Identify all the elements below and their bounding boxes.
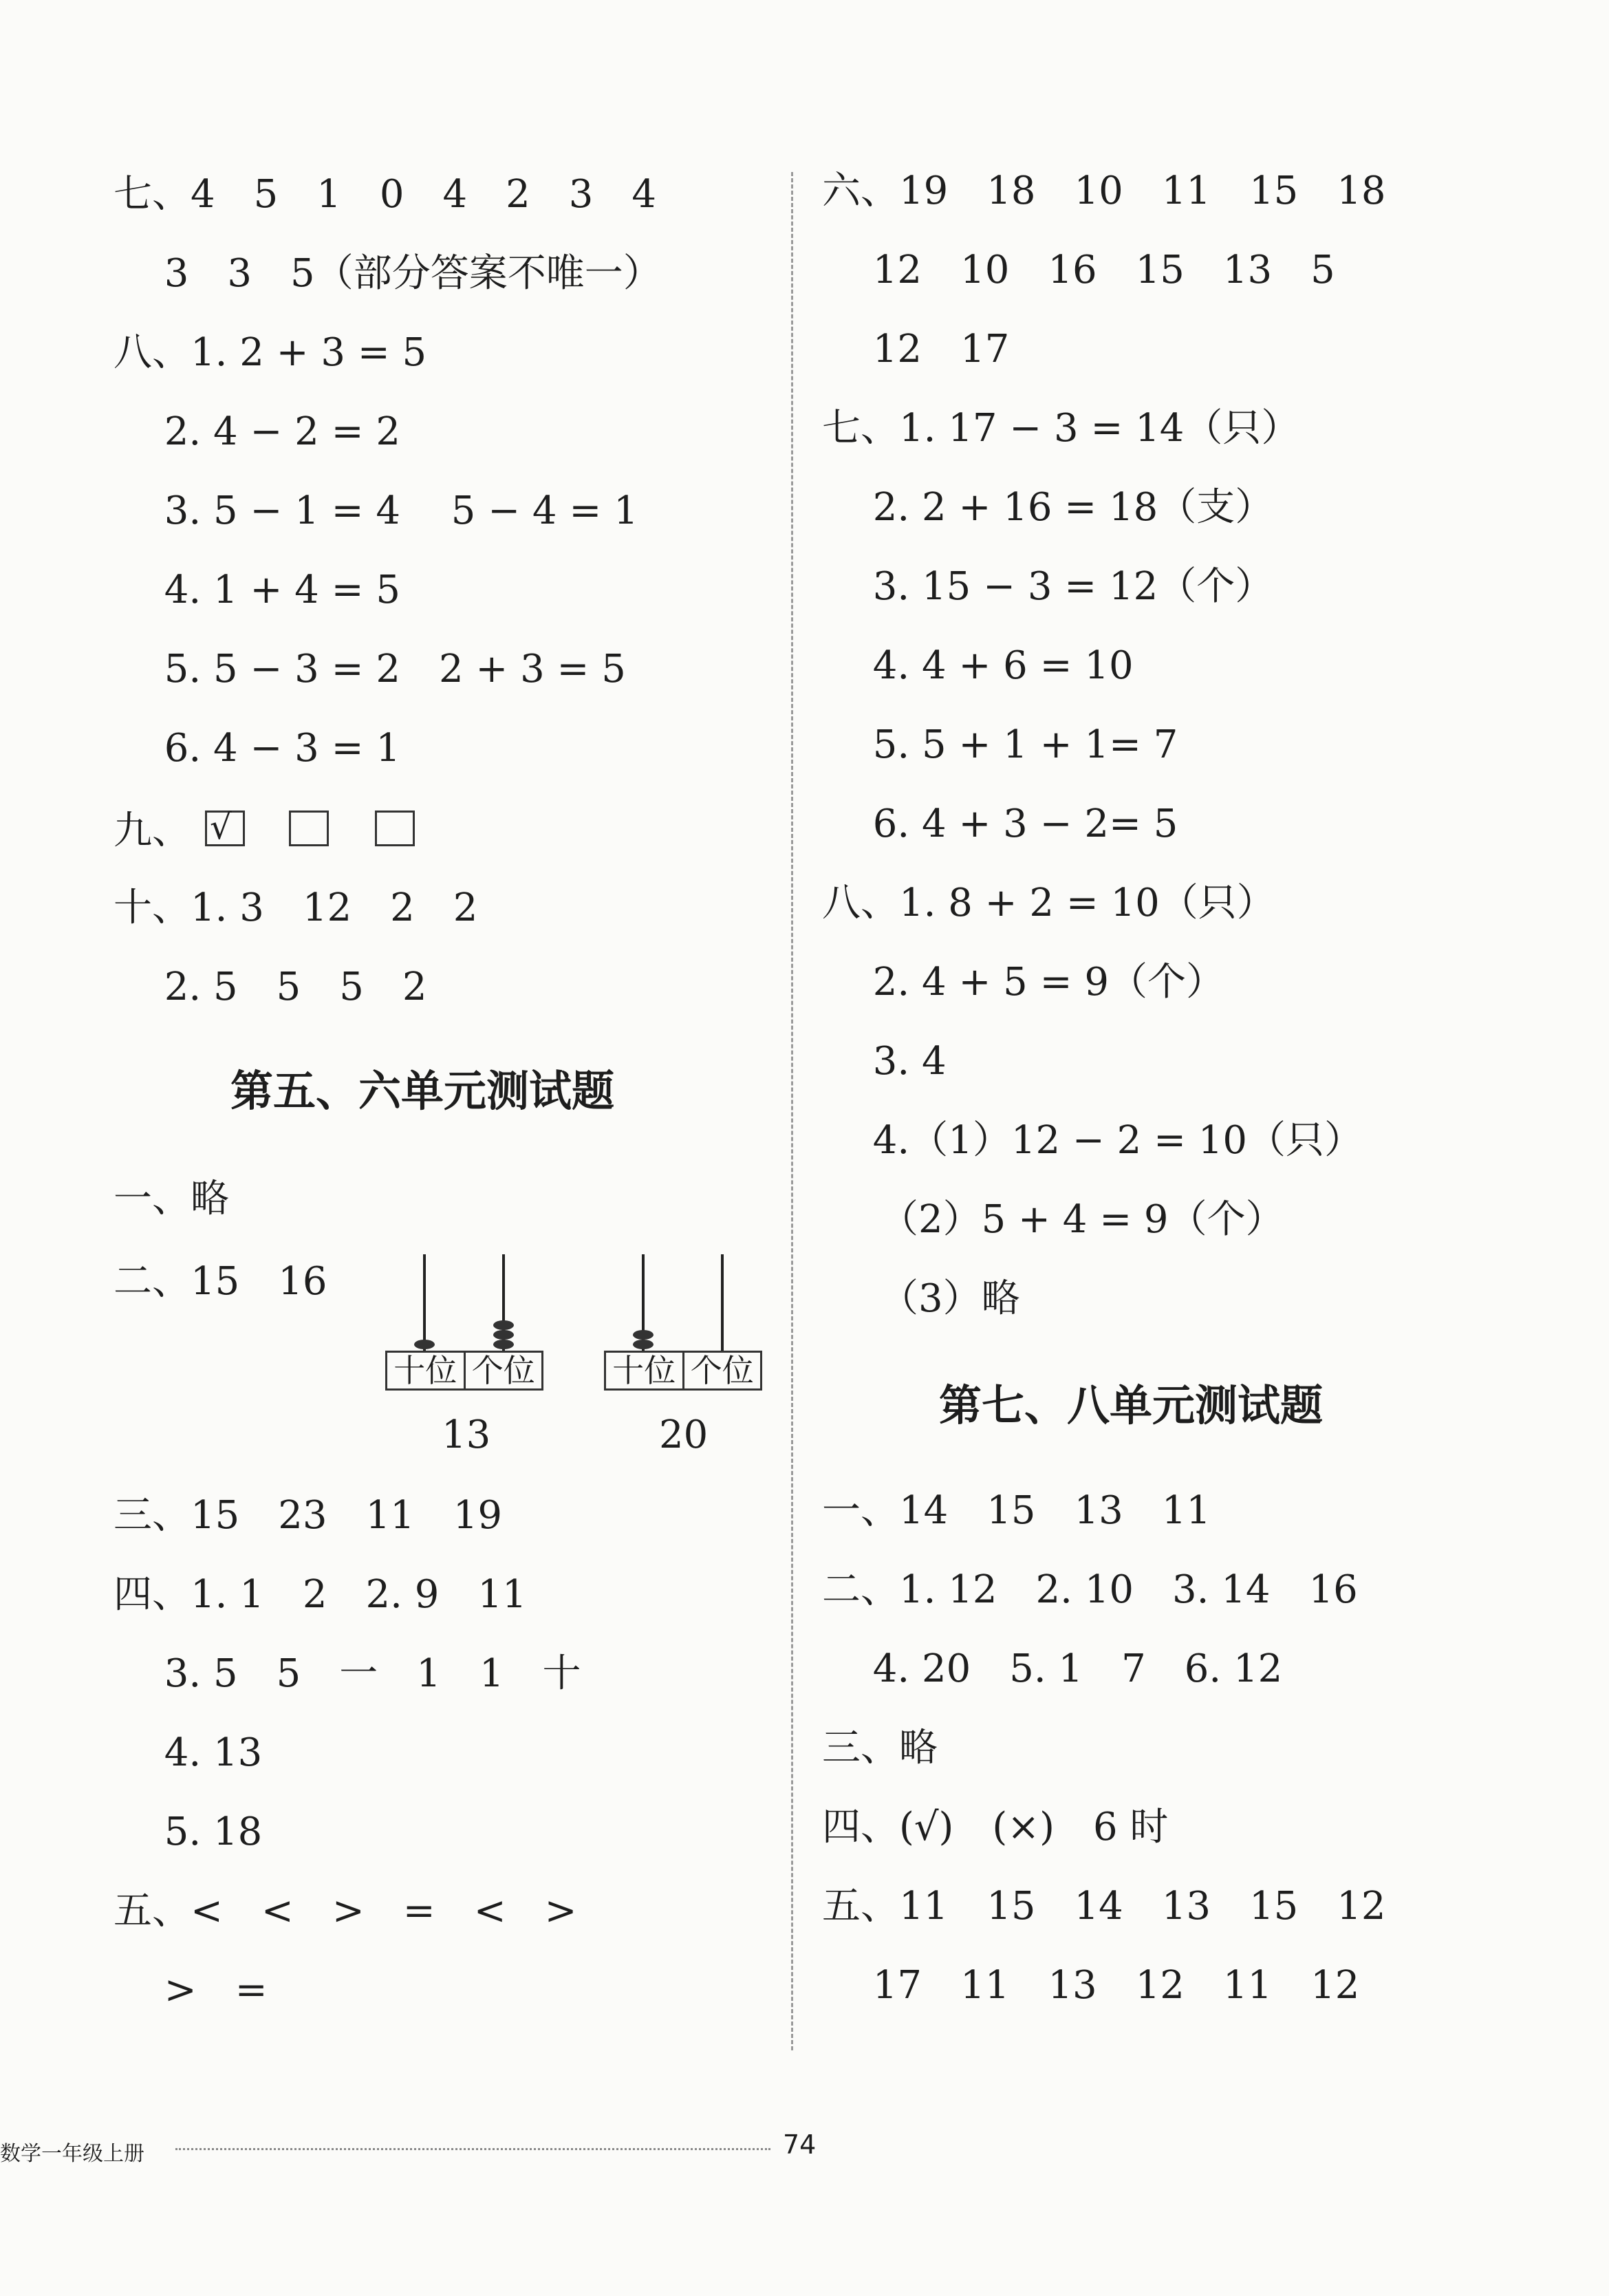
u78-line5: 四、(√) (×) 6 时 — [822, 1805, 1169, 1849]
abacus-13-number: 13 — [442, 1413, 491, 1457]
r-q6-line2: 12 10 16 15 13 5 — [822, 248, 1335, 292]
ones-label: 个位 — [682, 1353, 761, 1388]
unit-5-6-title: 第五、六单元测试题 — [230, 1066, 615, 1116]
abacus-20-number: 20 — [659, 1413, 709, 1457]
checkbox-2 — [289, 811, 329, 846]
column-divider — [791, 172, 793, 2050]
l-q7-line1: 七、4 5 1 0 4 2 3 4 — [114, 172, 657, 217]
l-q10-line2: 2. 5 5 5 2 — [114, 965, 427, 1009]
u56-q3: 三、15 23 11 19 — [114, 1493, 503, 1538]
page-number: 74 — [783, 2129, 817, 2160]
r-q6-line1: 六、19 18 10 11 15 18 — [822, 169, 1386, 213]
u56-q5-line1: 五、< < > = < > — [114, 1889, 577, 1933]
l-q8-line5: 5. 5 − 3 = 2 2 + 3 = 5 — [114, 647, 626, 691]
l-q7-line2: 3 3 5（部分答案不唯一） — [114, 251, 662, 296]
l-q9-label: 九、 — [114, 808, 191, 853]
abacus-20 — [604, 1254, 762, 1392]
r-q8-line2: 2. 4 + 5 = 9（个） — [822, 960, 1224, 1005]
checkbox-1: √ — [205, 811, 245, 846]
r-q8-line5: （2）5 + 4 = 9（个） — [822, 1197, 1284, 1242]
unit-7-8-title: 第七、八单元测试题 — [939, 1380, 1324, 1430]
u78-line4: 三、略 — [822, 1726, 938, 1770]
u56-q4-line3: 4. 13 — [114, 1730, 263, 1775]
u78-line3: 4. 20 5. 1 7 6. 12 — [822, 1646, 1283, 1691]
u56-q4-line2: 3. 5 5 一 1 1 十 — [114, 1651, 581, 1696]
checkbox-3 — [375, 811, 415, 846]
u56-q1: 一、略 — [114, 1177, 229, 1221]
r-q7-line1: 七、1. 17 − 3 = 14（只） — [822, 406, 1300, 451]
tens-label: 十位 — [393, 1352, 457, 1389]
tens-label: 十位 — [612, 1352, 676, 1389]
r-q7-line2: 2. 2 + 16 = 18（支） — [822, 485, 1274, 530]
l-q10-line1: 十、1. 3 12 2 2 — [114, 886, 478, 930]
u56-q5-line2: > = — [114, 1968, 268, 2013]
l-q8-line6: 6. 4 − 3 = 1 — [114, 726, 400, 771]
u78-line1: 一、14 15 13 11 — [822, 1488, 1211, 1533]
r-q8-line3: 3. 4 — [822, 1039, 947, 1084]
r-q7-line5: 5. 5 + 1 + 1= 7 — [822, 722, 1178, 767]
u56-q4-line1: 四、1. 1 2 2. 9 11 — [114, 1572, 527, 1617]
r-q7-line6: 6. 4 + 3 − 2= 5 — [822, 802, 1178, 846]
u78-line7: 17 11 13 12 11 12 — [822, 1963, 1360, 2008]
footer-book-title: 数学一年级上册 — [0, 2142, 144, 2166]
abacus-13 — [385, 1254, 543, 1392]
r-q8-line6: （3）略 — [822, 1276, 1020, 1321]
l-q8-line1: 八、1. 2 + 3 = 5 — [114, 330, 427, 375]
r-q8-line1: 八、1. 8 + 2 = 10（只） — [822, 881, 1275, 925]
footer-leader-line — [175, 2148, 770, 2150]
r-q6-line3: 12 17 — [822, 327, 1010, 372]
u78-line2: 二、1. 12 2. 10 3. 14 16 — [822, 1567, 1358, 1612]
l-q8-line2: 2. 4 − 2 = 2 — [114, 409, 400, 454]
u56-q4-line4: 5. 18 — [114, 1810, 263, 1854]
r-q8-line4: 4.（1）12 − 2 = 10（只） — [822, 1118, 1363, 1163]
ones-label: 个位 — [464, 1353, 542, 1388]
r-q7-line4: 4. 4 + 6 = 10 — [822, 643, 1134, 688]
l-q8-line3: 3. 5 − 1 = 4 5 − 4 = 1 — [114, 489, 638, 533]
r-q7-line3: 3. 15 − 3 = 12（个） — [822, 564, 1274, 609]
u78-line6: 五、11 15 14 13 15 12 — [822, 1884, 1386, 1929]
l-q8-line4: 4. 1 + 4 = 5 — [114, 568, 400, 612]
u56-q2: 二、15 16 — [114, 1259, 327, 1304]
